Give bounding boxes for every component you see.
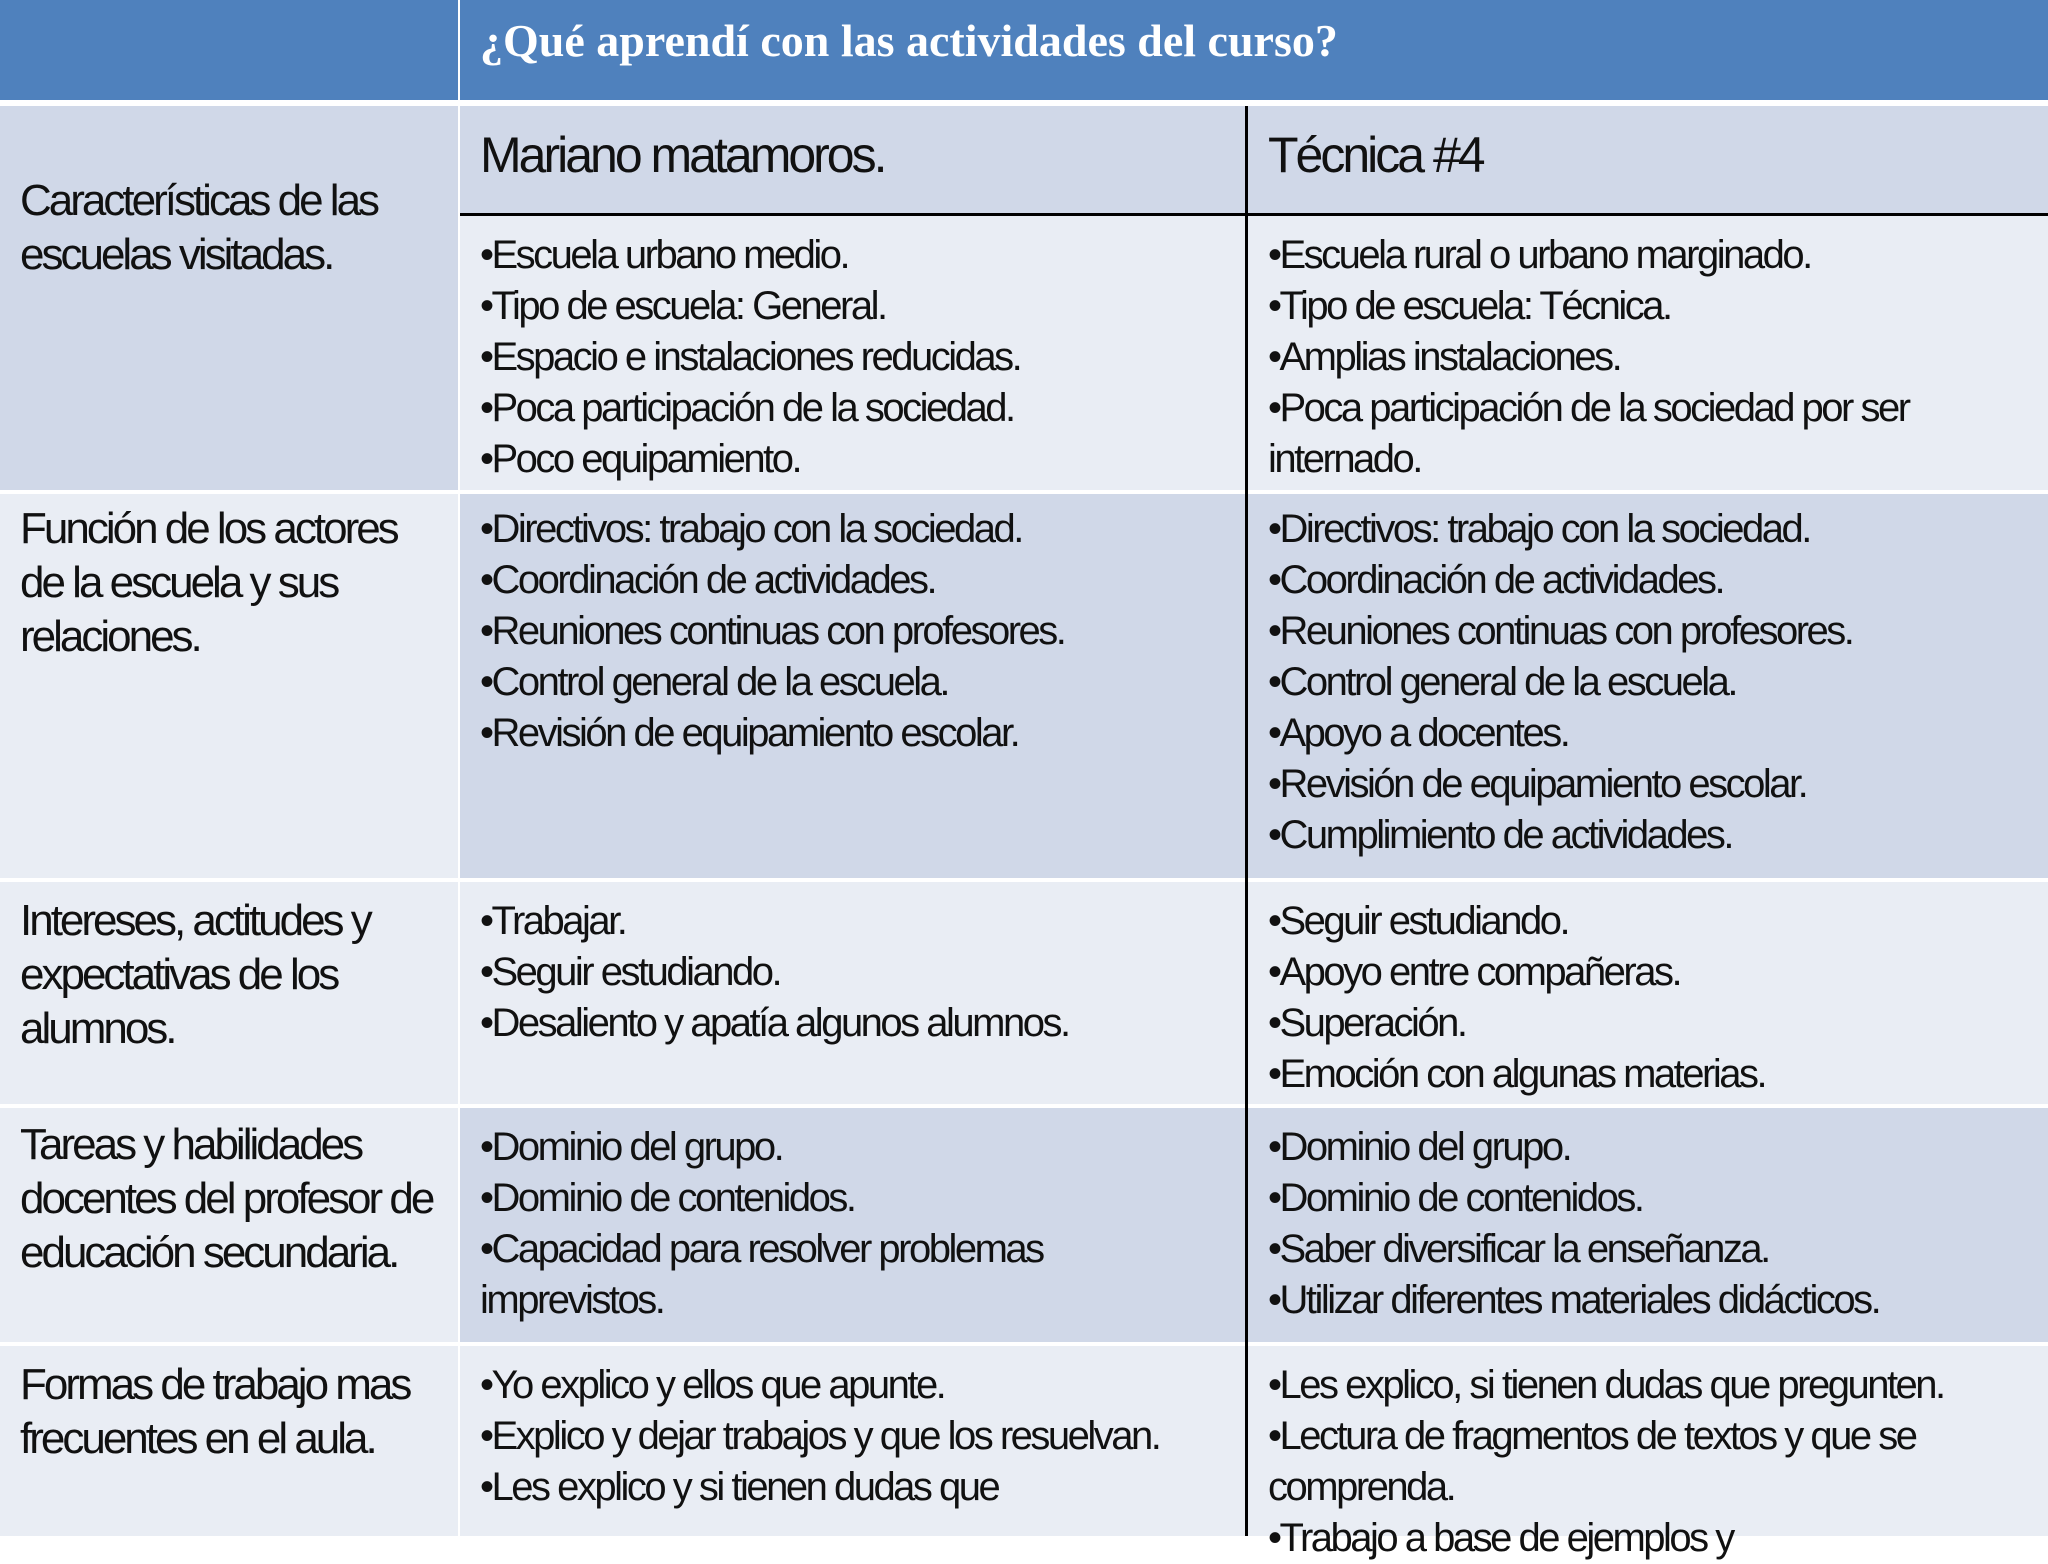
table-title: ¿Qué aprendí con las actividades del curso? bbox=[480, 15, 1338, 66]
cell-text: •Les explico, si tienen dudas que pregunten. •Lectura de fragmentos de textos y que se comprenda. •Trabajo a base de ejemplos y bbox=[1268, 1363, 1944, 1560]
row-label-text: Intereses, actitudes y expectativas de los alumnos. bbox=[20, 896, 370, 1053]
cell-text: •Escuela rural o urbano marginado. •Tipo de escuela: Técnica. •Amplias instalaciones. •Poca participación de la sociedad por ser internado. bbox=[1268, 233, 1909, 481]
cell-funcion-mariano bbox=[460, 494, 1246, 878]
column-divider bbox=[1245, 106, 1248, 1536]
column-header-text: Mariano matamoros. bbox=[480, 127, 885, 183]
row-label-text: Formas de trabajo mas frecuentes en el aula. bbox=[20, 1360, 410, 1463]
cell-escuelas-mariano bbox=[460, 216, 1246, 490]
row-label-text: Características de las escuelas visitadas. bbox=[20, 176, 378, 279]
cell-formas-mariano bbox=[460, 1346, 1246, 1536]
row-label-intereses bbox=[0, 882, 458, 1104]
cell-text: •Directivos: trabajo con la sociedad. •Coordinación de actividades. •Reuniones continuas con profesores. •Control general de la escuela. •Revisión de equipamiento escolar. bbox=[480, 507, 1065, 755]
cell-intereses-tecnica bbox=[1248, 882, 2048, 1104]
column-header-mariano bbox=[460, 106, 1246, 214]
row-label-funcion bbox=[0, 494, 458, 878]
row-label-text: Tareas y habilidades docentes del profesor de educación secundaria. bbox=[20, 1120, 433, 1277]
cell-escuelas-tecnica bbox=[1248, 216, 2048, 490]
row-label-formas bbox=[0, 1346, 458, 1536]
cell-text: •Seguir estudiando. •Apoyo entre compañeras. •Superación. •Emoción con algunas materias. bbox=[1268, 899, 1766, 1096]
cell-formas-tecnica bbox=[1248, 1346, 2048, 1560]
row-label-escuelas bbox=[0, 106, 458, 490]
cell-text: •Dominio del grupo. •Dominio de contenidos. •Saber diversificar la enseñanza. •Utilizar diferentes materiales didácticos. bbox=[1268, 1125, 1880, 1322]
table-header-corner bbox=[0, 0, 458, 100]
header-divider bbox=[460, 213, 2048, 216]
cell-funcion-tecnica bbox=[1248, 494, 2048, 878]
row-label-tareas bbox=[0, 1108, 458, 1342]
row-label-text: Función de los actores de la escuela y sus relaciones. bbox=[20, 504, 397, 661]
cell-text: •Dominio del grupo. •Dominio de contenidos. •Capacidad para resolver problemas imprevistos. bbox=[480, 1125, 1043, 1322]
cell-tareas-mariano bbox=[460, 1108, 1246, 1342]
cell-intereses-mariano bbox=[460, 882, 1246, 1104]
cell-text: •Directivos: trabajo con la sociedad. •Coordinación de actividades. •Reuniones continuas con profesores. •Control general de la escuela. •Apoyo a docentes. •Revisión de equipamiento escolar. •Cumplimiento de actividades. bbox=[1268, 507, 1853, 857]
column-header-text: Técnica #4 bbox=[1268, 127, 1483, 183]
cell-text: •Trabajar. •Seguir estudiando. •Desaliento y apatía algunos alumnos. bbox=[480, 899, 1069, 1045]
cell-tareas-tecnica bbox=[1248, 1108, 2048, 1342]
column-header-tecnica bbox=[1248, 106, 2048, 214]
cell-text: •Yo explico y ellos que apunte. •Explico y dejar trabajos y que los resuelvan. •Les explico y si tienen dudas que bbox=[480, 1363, 1160, 1509]
cell-text: •Escuela urbano medio. •Tipo de escuela: General. •Espacio e instalaciones reducidas. •Poca participación de la sociedad. •Poco equipamiento. bbox=[480, 233, 1021, 481]
